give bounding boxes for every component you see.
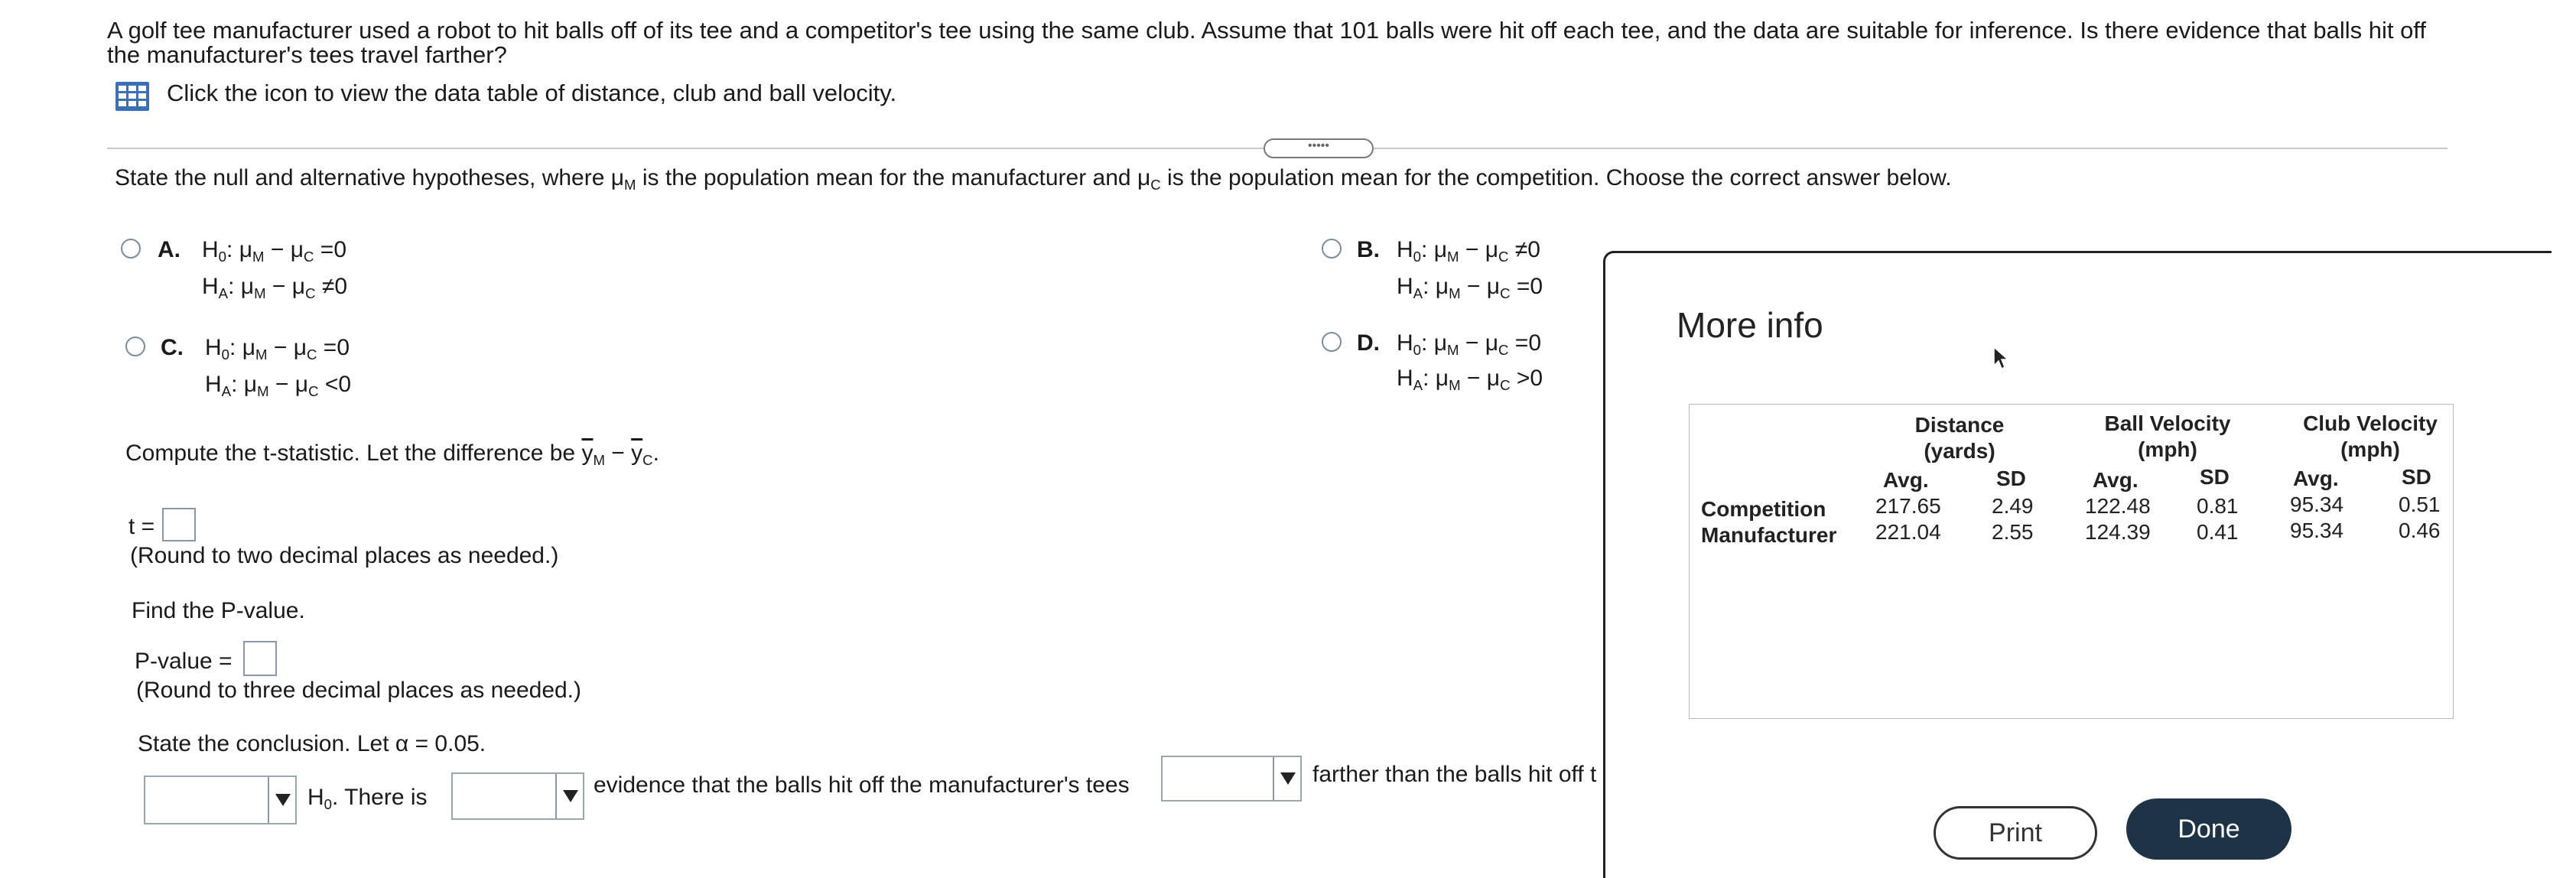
cell-manufacturer-ball-sd: 0.41 xyxy=(2197,520,2239,544)
cell-competition-distance-sd: 2.49 xyxy=(1992,494,2034,518)
cell-manufacturer-club-sd: 0.46 xyxy=(2399,519,2441,542)
tstat-prompt: Compute the t-statistic. Let the difference be $\overline{y}_M - \overline{y}_C$. xyxy=(125,441,659,468)
option-a-h0: $H_0$: $\mu_M - \mu_C =0$ xyxy=(202,237,347,265)
option-a[interactable] xyxy=(121,239,141,262)
option-d-ha: $H_A$: $\mu_M - \mu_C >0$ xyxy=(1397,366,1543,393)
cell-manufacturer-ball-avg: 124.39 xyxy=(2085,520,2151,544)
option-b-radio[interactable] xyxy=(1322,239,1342,259)
chevron-down-icon xyxy=(563,790,578,802)
tstat-label: t = xyxy=(128,514,155,539)
chevron-down-icon xyxy=(275,794,291,806)
cell-competition-distance-avg: 217.65 xyxy=(1875,494,1941,518)
option-a-radio[interactable] xyxy=(121,239,141,259)
option-d-letter: D. xyxy=(1357,330,1380,356)
pvalue-input[interactable] xyxy=(243,641,277,676)
conclusion-prompt: State the conclusion. Let α = 0.05. xyxy=(138,731,486,756)
divider-expand-handle[interactable]: ••••• xyxy=(1264,138,1374,158)
subheader-distance-sd: SD xyxy=(1996,467,2026,490)
pvalue-label: P-value = xyxy=(135,649,233,674)
done-button[interactable]: Done xyxy=(2126,798,2291,860)
header-ball-velocity-unit: (mph) xyxy=(2138,437,2197,461)
cell-competition-club-sd: 0.51 xyxy=(2399,493,2441,516)
subheader-club-sd: SD xyxy=(2402,465,2431,489)
question-text-line2: the manufacturer's tees travel farther? xyxy=(107,41,507,68)
mouse-cursor-icon xyxy=(1992,346,2012,376)
tstat-round-note: (Round to two decimal places as needed.) xyxy=(130,543,559,568)
header-distance: Distance xyxy=(1914,413,2005,437)
row-label-competition: Competition xyxy=(1701,497,1826,521)
conclusion-farther-text: farther than the balls hit off t xyxy=(1312,762,1597,787)
data-table-icon[interactable] xyxy=(115,81,150,112)
evidence-dropdown[interactable] xyxy=(451,772,584,820)
header-club-velocity: Club Velocity xyxy=(2303,411,2438,435)
cell-competition-club-avg: 95.34 xyxy=(2290,493,2344,516)
option-a-letter: A. xyxy=(158,237,181,262)
option-c-ha: $H_A$: $\mu_M - \mu_C <0$ xyxy=(205,372,352,399)
cell-manufacturer-club-avg: 95.34 xyxy=(2290,519,2344,542)
option-b[interactable] xyxy=(1322,239,1342,262)
pvalue-prompt: Find the P-value. xyxy=(132,598,305,623)
travel-dropdown[interactable] xyxy=(1161,756,1302,802)
option-c-letter: C. xyxy=(161,335,184,360)
cell-manufacturer-distance-sd: 2.55 xyxy=(1992,520,2034,544)
subheader-distance-avg: Avg. xyxy=(1883,468,1929,492)
option-c[interactable] xyxy=(125,337,145,360)
option-b-letter: B. xyxy=(1357,237,1380,262)
subheader-ball-sd: SD xyxy=(2200,465,2230,489)
conclusion-h0: $H_0$. There is xyxy=(307,785,428,812)
question-text-line1: A golf tee manufacturer used a robot to hit balls off of its tee and a competitor's tee using the same club. Assume that 101 balls were hit off each tee, and the data are suitable for inference. Is there evidence that balls hit off xyxy=(107,17,2426,44)
row-label-manufacturer: Manufacturer xyxy=(1701,523,1837,547)
modal-title: More info xyxy=(1677,305,1823,345)
option-d-h0: $H_0$: $\mu_M - \mu_C =0$ xyxy=(1397,330,1542,358)
cell-manufacturer-distance-avg: 221.04 xyxy=(1875,520,1941,544)
subheader-club-avg: Avg. xyxy=(2293,467,2339,490)
subheader-ball-avg: Avg. xyxy=(2093,468,2139,492)
option-c-h0: $H_0$: $\mu_M - \mu_C =0$ xyxy=(205,335,350,363)
reject-dropdown[interactable] xyxy=(144,776,297,824)
option-d[interactable] xyxy=(1322,332,1342,356)
tstat-input[interactable] xyxy=(162,508,196,541)
hypotheses-prompt: State the null and alternative hypotheses, where $\mu_M$ is the population mean for the manufacturer and $\mu_C$ is the population mean for the competition. Choose the correct answer below. xyxy=(115,165,1952,193)
pvalue-round-note: (Round to three decimal places as needed.) xyxy=(136,678,582,703)
header-club-velocity-unit: (mph) xyxy=(2340,437,2400,461)
print-button[interactable]: Print xyxy=(1934,806,2097,860)
option-d-radio[interactable] xyxy=(1322,332,1342,352)
conclusion-evidence-text: evidence that the balls hit off the manufacturer's tees xyxy=(594,772,1130,798)
header-ball-velocity: Ball Velocity xyxy=(2104,411,2231,435)
data-table-link-text[interactable]: Click the icon to view the data table of distance, club and ball velocity. xyxy=(167,80,897,106)
option-a-ha: $H_A$: $\mu_M - \mu_C \ne 0$ xyxy=(202,274,348,301)
chevron-down-icon xyxy=(1280,772,1296,785)
option-c-radio[interactable] xyxy=(125,337,145,356)
cell-competition-ball-avg: 122.48 xyxy=(2085,494,2151,518)
header-distance-unit: (yards) xyxy=(1924,439,1995,463)
option-b-ha: $H_A$: $\mu_M - \mu_C =0$ xyxy=(1397,274,1543,301)
cell-competition-ball-sd: 0.81 xyxy=(2197,494,2239,518)
option-b-h0: $H_0$: $\mu_M - \mu_C \ne 0$ xyxy=(1397,237,1540,265)
